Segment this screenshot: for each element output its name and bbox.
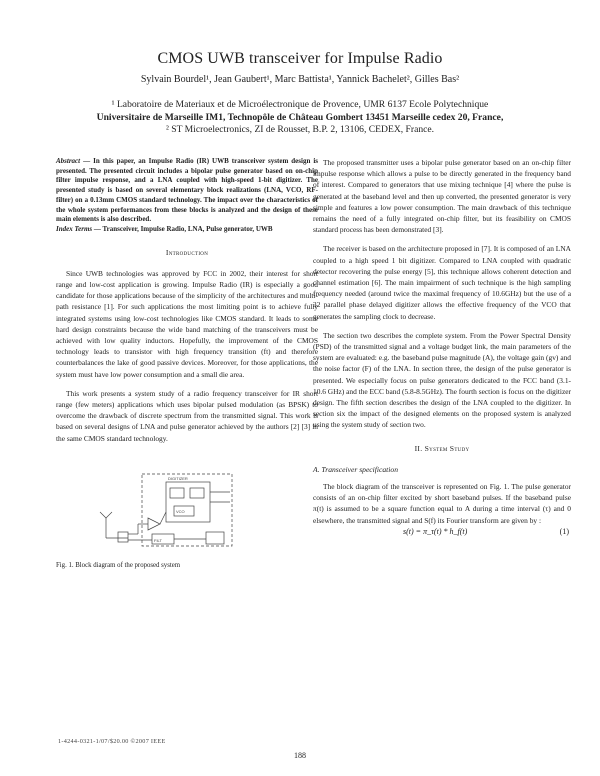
affiliation-line: ² ST Microelectronics, ZI de Rousset, B.P. 2, 13106, CEDEX, France.	[165, 124, 435, 135]
abstract-lead: Abstract	[56, 157, 81, 165]
index-terms-lead: Index Terms	[56, 224, 93, 233]
affiliation-line: ¹ Laboratoire de Materiaux et de Microélectronique de Provence, UMR 6137 Ecole Polytechnique	[111, 99, 489, 110]
equation-1	[313, 526, 571, 539]
paragraph: This work presents a system study of a radio frequency transceiver for IR short range (few meters) applications which uses bipolar pulsed modulation (as BPSK) to overcome the drawback of discrete spectrum from the transmitted signal. This work is based on several designs of LNA and pulse generator achieved by the authors [2] [3] in the same CMOS standard technology.	[56, 388, 318, 443]
section-heading-intro: Introduction	[165, 247, 209, 257]
index-terms	[56, 225, 318, 235]
paragraph: The receiver is based on the architecture proposed in [7]. It is composed of an LNA coupled to a high speed 1 bit digitizer. Compared to LNA coupled with quadratic detector recovering the pulse energy [5], this technique allows coherent detection and channel estimation [6]. The main impairment of such technique is the high sampling frequency needed (around twice the maximal frequency of 10.6GHz) but the use of a 32 parallel phase delayed digitizer allows the effective frequency of the VCO that generates the sampling clock to decrease.	[313, 244, 571, 321]
paragraph: The block diagram of the transceiver is represented on Fig. 1. The pulse generator consists of an on-chip filter excited by short baseband pulses. If the baseband pulse π(t) is assumed to be a square function equal to A during a time interval (τ) and 0 elsewhere, the transmitted signal and S(f) its Fourier transform are given by :	[313, 482, 571, 525]
equation-text: s(t) = π_τ(t) * h_f(t)	[403, 526, 468, 536]
copyright-footer: 1-4244-0321-1/07/$20.00 ©2007 IEEE	[58, 738, 166, 745]
section-heading-system: II. System Study	[414, 443, 470, 453]
paragraph: Since UWB technologies was approved by FCC in 2002, their interest for short range and low-cost application is growing. Impulse Radio (IR) is especially a good candidate for those applications because of the simplicity of the architectures and multi-path resistance [1]. For such applications the most limiting point is to achieve fully integrated systems using low-cost technologies like CMOS standard. It leads to some hard design constraints because the wide band matching of the transceivers must be achieved with low quality inductors. Hopefully, the improvement of the CMOS technology leads to transistor with high frequency transition (ft) and therefore counterbalances the lake of good passive devices. Moreover, for those applications, the system must have low power consumption and a small die area.	[56, 268, 318, 379]
subsection-heading: A. Transceiver specification	[313, 464, 398, 474]
affiliations	[60, 99, 540, 137]
paper-title: CMOS UWB transceiver for Impulse Radio	[157, 50, 443, 67]
abstract-text: — In this paper, an Impulse Radio (IR) UWB transceiver system design is presented. The presented circuit includes a bipolar pulse generator based on on-chip filter impulse response, and a LNA coupled with high-speed 1-bit digitizer. The presented study is based on several elementary block realizations (LNA, VCO, RF-filter) on a 0.13mm CMOS standard technology. The impact over the characteristics of the whole system performances from these blocks is analyzed and the design of these main elements is also described.	[56, 157, 318, 224]
affiliation-line: Universitaire de Marseille IM1, Technopôle de Château Gombert 13451 Marseille cedex 20, France,	[96, 111, 504, 123]
equation-number: (1)	[559, 526, 569, 536]
block-diagram-figure	[56, 452, 318, 554]
figure-caption: Fig. 1. Block diagram of the proposed system	[56, 561, 181, 569]
index-terms-text: — Transceiver, Impulse Radio, LNA, Pulse generator, UWB	[92, 224, 273, 233]
paragraph: The section two describes the complete system. From the Power Spectral Density (PSD) of the transmitted signal and a voltage budget link, the main parameters of the system are evaluated: e.g. the baseband pulse magnitude (A), the voltage gain (gv) and the noise factor (F) of the LNA. In section three, the design of the pulse generator is presented. We especially focus on pulse generators dedicated to the FCC band (3.1-10.6 GHz) and the ECC band (5.8-8.5GHz). The fourth section is focus on the digitizer design. The fifth section describes the design of the LNA coupled to the digitizer. In section six the impact of the designed elements on the proposed system is analyzed using the system study of section two.	[313, 330, 571, 430]
left-column	[56, 157, 318, 571]
svg-text:VCO: VCO	[176, 508, 185, 514]
author-list: Sylvain Bourdel¹, Jean Gaubert¹, Marc Battista¹, Yannick Bachelet², Gilles Bas²	[140, 74, 460, 85]
abstract	[56, 157, 318, 225]
right-column	[313, 157, 571, 539]
block-diagram	[56, 452, 318, 554]
paragraph: The proposed transmitter uses a bipolar pulse generator based on an on-chip filter impulse response which allows a pulse to be directly generated in the frequency band of interest. Compared to generators that use mixing technique [4] where the pulse is generated at the baseband level and then up converted, the presented generator is very simple and features a low power consumption. The main drawback of this technique remains the need of a fully integrated on-chip filter, but its feasibility on CMOS standard process has been demonstrated [3].	[313, 158, 571, 235]
svg-text:DIGITIZER: DIGITIZER	[168, 475, 188, 481]
svg-text:FILT: FILT	[154, 537, 162, 543]
page-number: 188	[294, 751, 306, 760]
